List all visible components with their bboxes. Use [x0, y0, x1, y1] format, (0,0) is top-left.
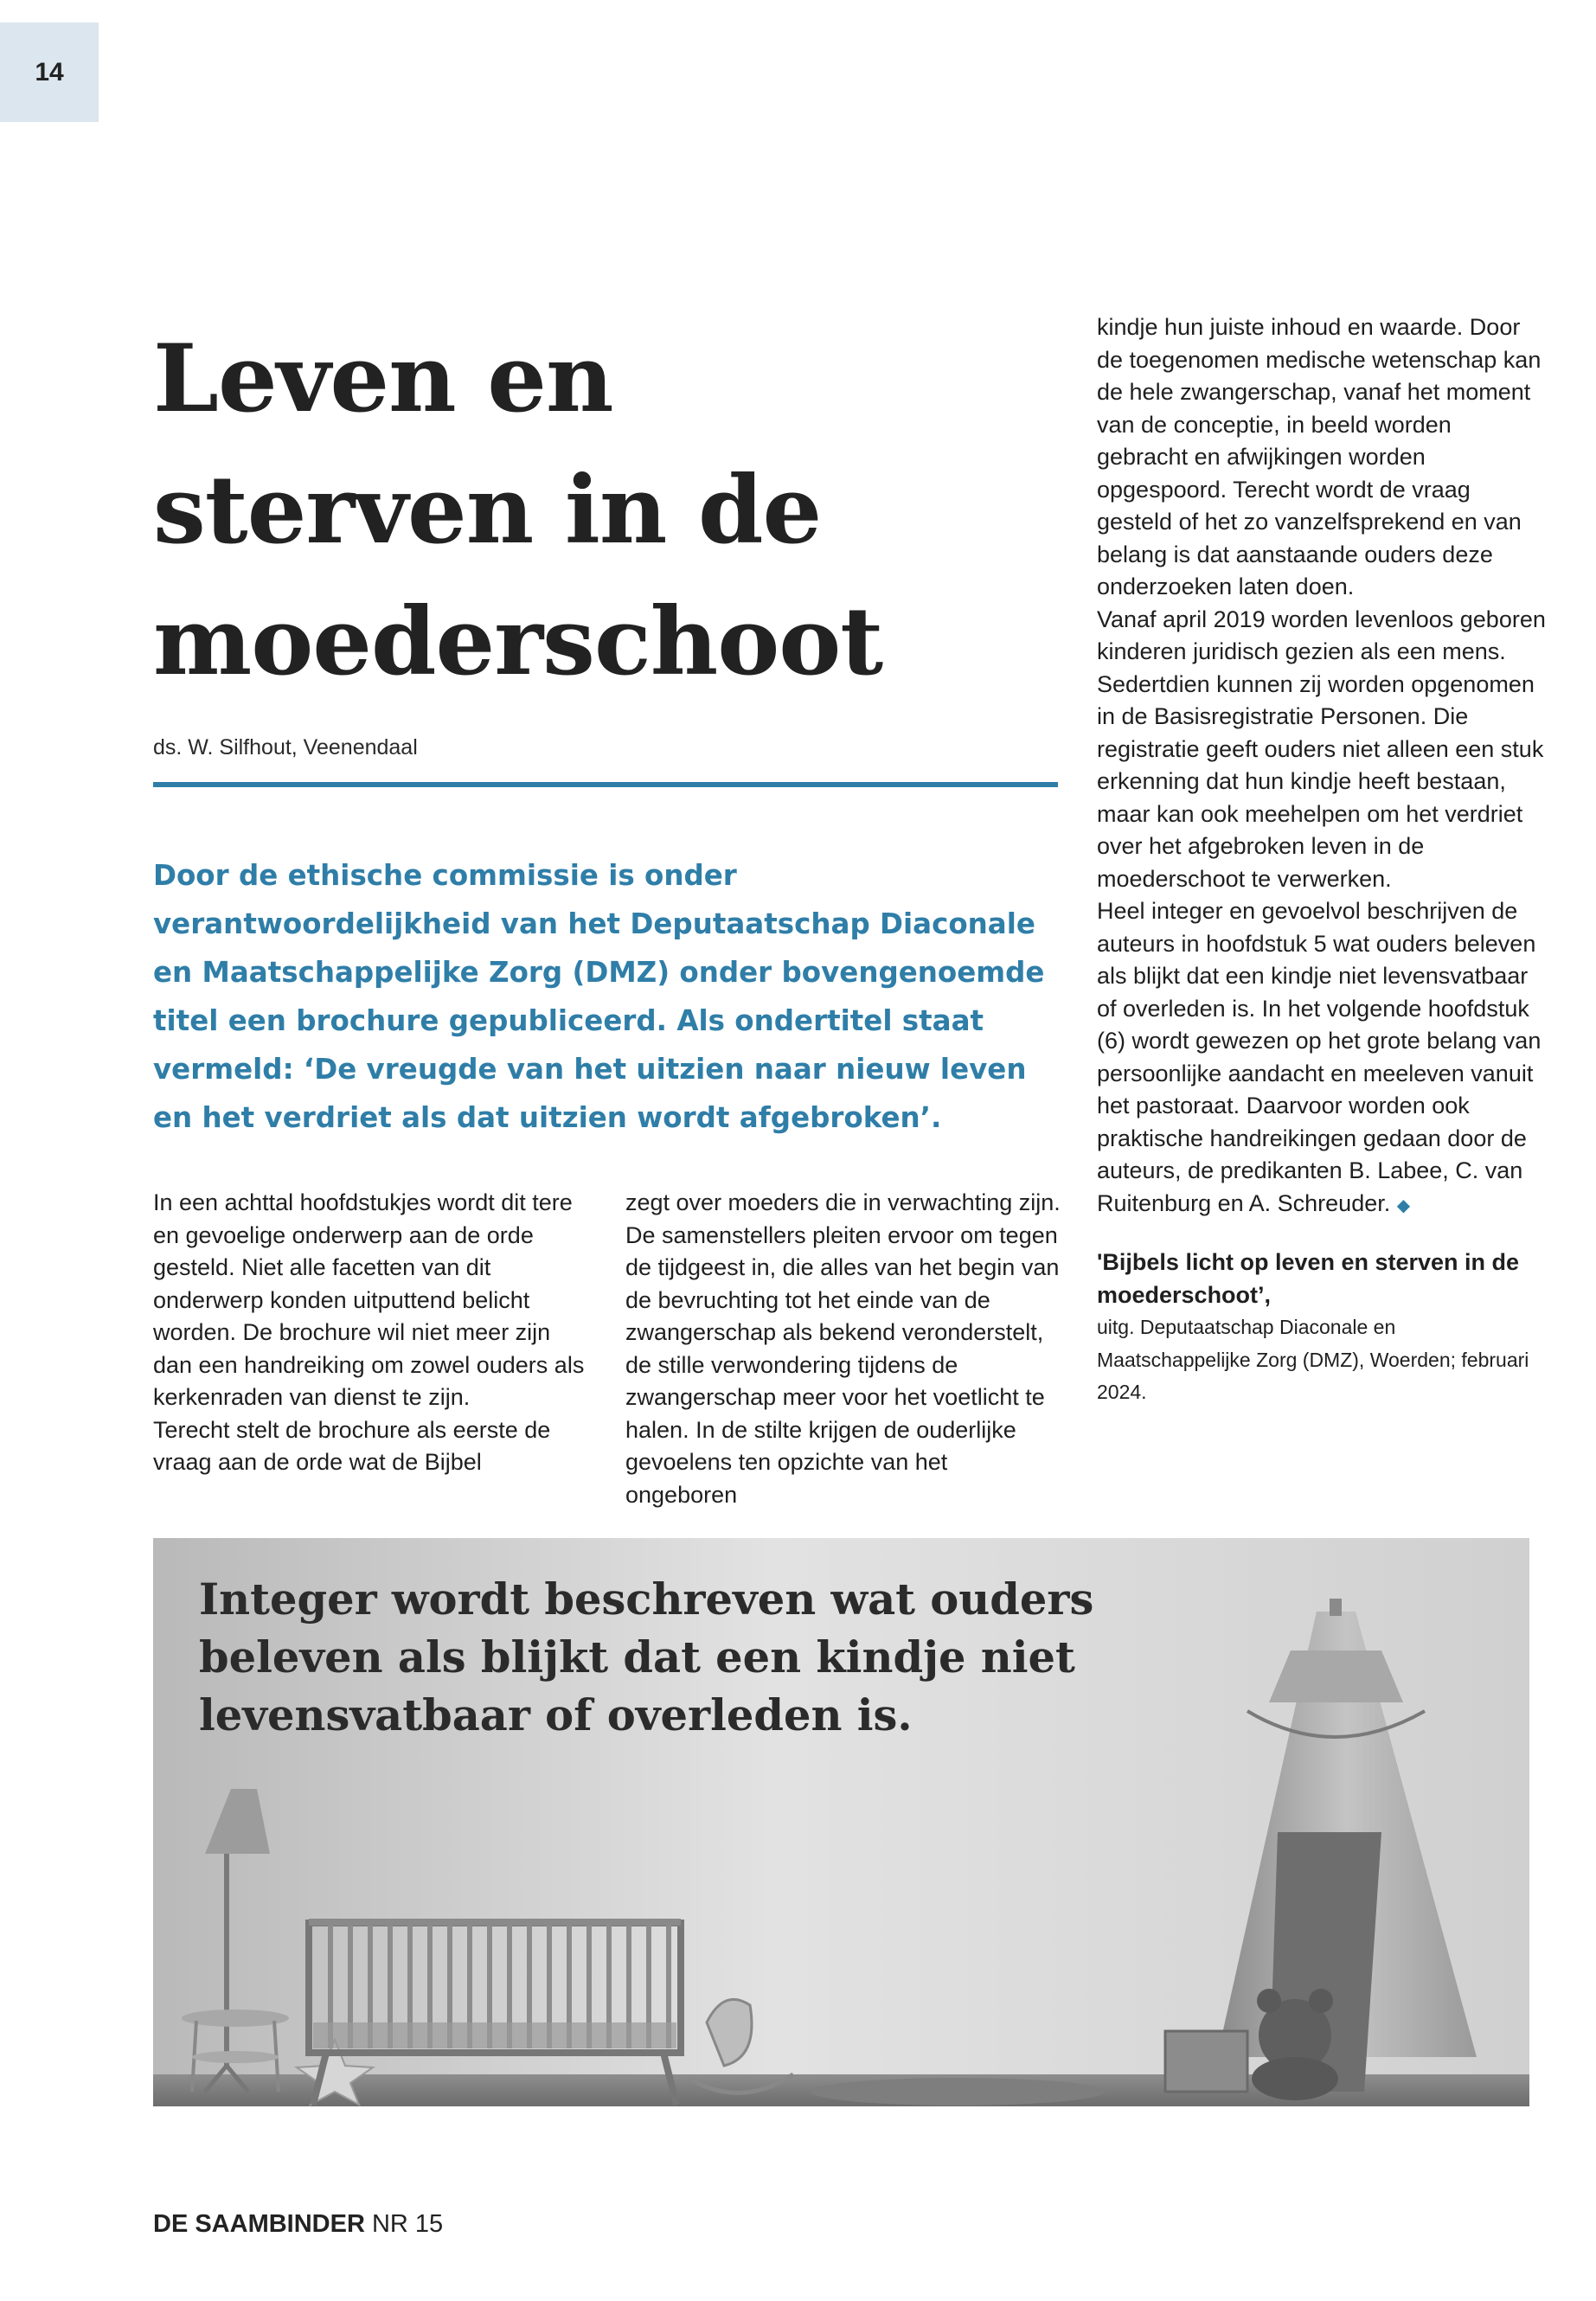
pull-quote: Integer wordt beschreven wat ouders beleven als blijkt dat een kindje niet levensvatbaar of overleden is.: [199, 1574, 1094, 1740]
body-paragraph: In een achttal hoofdstukjes wordt dit tere en gevoelige onderwerp aan de orde gesteld. Niet alle facetten van dit onderwerp konden uitputtend belicht worden. De brochure wil niet meer zijn dan een handreiking om zowel ouders als kerkenraden van dienst te zijn.: [153, 1189, 585, 1410]
issue-number: NR 15: [371, 2210, 444, 2238]
magazine-name: DE SAAMBINDER: [153, 2210, 365, 2238]
title-line: Leven en: [153, 324, 613, 433]
title-line: sterven in de: [153, 456, 822, 565]
body-paragraph: [1097, 895, 1547, 1222]
body-column-3: [1097, 311, 1547, 1409]
nursery-photo: [153, 1538, 1529, 2106]
lead-paragraph: Door de ethische commissie is onder verantwoordelijkheid van het Deputaatschap Diaconale en Maatschappelijke Zorg (DMZ) onder bovengenoemde titel een brochure gepubliceerd. Als ondertitel staat vermeld: ‘De vreugde van het uitzien naar nieuw leven en het verdriet als dat uitzien wordt afgebroken’.: [153, 859, 1045, 1134]
title-divider: [153, 782, 1058, 787]
page-number: 14: [35, 57, 64, 87]
body-column-2: [625, 1187, 1062, 1511]
byline: ds. W. Silfhout, Veenendaal: [153, 735, 418, 760]
body-paragraph: zegt over moeders die in verwachting zijn. De samenstellers pleiten ervoor om tegen de tijdgeest in, die alles van het begin van de bevruchting tot het einde van de zwangerschap als bekend veronderstelt, de stille verwondering tijdens de zwangerschap meer voor het voetlicht te halen. In de stilte krijgen de ouderlijke gevoelens ten opzichte van het ongeboren: [625, 1189, 1061, 1508]
teddy-bear: [1252, 1989, 1338, 2100]
page-footer: [153, 2210, 443, 2239]
title-line: moederschoot: [153, 587, 883, 696]
body-paragraph: Terecht stelt de brochure als eerste de vraag aan de orde wat de Bijbel: [153, 1416, 551, 1475]
page-number-tab: [0, 22, 99, 122]
body-text: Heel integer en gevoelvol beschrijven de auteurs in hoofdstuk 5 wat ouders beleven als blijkt dat een kindje niet levensvatbaar of overleden is. In het volgende hoofdstuk (6) wordt gewezen op het grote belang van persoonlijke aandacht en meeleven vanuit het pastoraat. Daarvoor worden ook praktische handreikingen gedaan door de auteurs, de predikanten B. Labee, C. van Ruitenburg en A. Schreuder.: [1097, 898, 1542, 1216]
book-meta: uitg. Deputaatschap Diaconale en Maatschappelijke Zorg (DMZ), Woerden; februari 2024.: [1097, 1316, 1529, 1403]
end-mark-icon: ◆: [1396, 1195, 1411, 1215]
body-paragraph: Vanaf april 2019 worden levenloos geboren kinderen juridisch gezien als een mens. Sedertdien kunnen zij worden opgenomen in de Basisregistratie Personen. Die registratie geeft ouders niet alleen een stuk erkenning dat hun kindje heeft bestaan, maar kan ook meehelpen om het verdriet over het afgebroken leven in de moederschoot te verwerken.: [1097, 606, 1546, 892]
body-column-1: [153, 1187, 590, 1479]
body-paragraph: kindje hun juiste inhoud en waarde. Door de toegenomen medische wetenschap kan de hele zwangerschap, vanaf het moment van de conceptie, in beeld worden gebracht en afwijkingen worden opgespoord. Terecht wordt de vraag gesteld of het zo vanzelfsprekend en van belang is dat aanstaande ouders deze onderzoeken laten doen.: [1097, 314, 1542, 599]
basket: [1165, 2031, 1247, 2092]
book-title: 'Bijbels licht op leven en sterven in de moederschoot’,: [1097, 1249, 1520, 1308]
rug: [811, 2078, 1105, 2106]
article-title: [153, 313, 1061, 708]
